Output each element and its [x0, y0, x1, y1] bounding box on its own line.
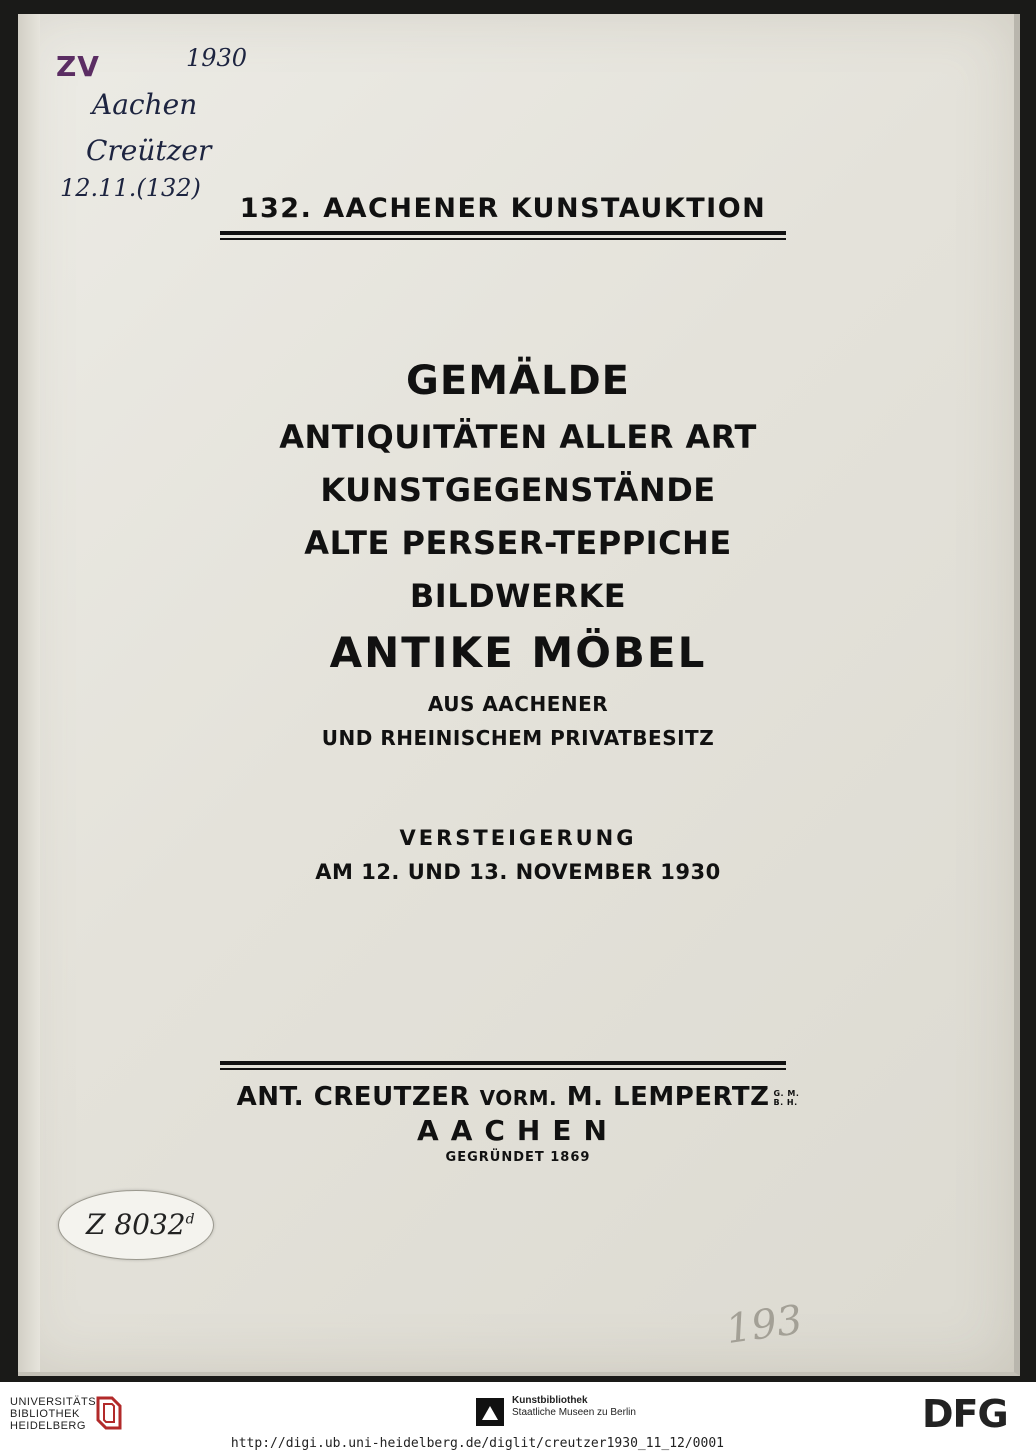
publisher-vorm: VORM. — [479, 1086, 558, 1110]
title-line-antiquitaeten: ANTIQUITÄTEN ALLER ART — [279, 418, 757, 456]
handwritten-date: 12.11.(132) — [60, 174, 201, 202]
handwritten-dealer: Creützer — [86, 134, 212, 167]
publisher-successor: M. LEMPERTZ — [566, 1082, 770, 1112]
auction-number-title: 132. AACHENER KUNSTAUKTION — [239, 193, 767, 224]
title-line-bildwerke: BILDWERKE — [409, 577, 627, 615]
kunstbibliothek-logo-icon — [476, 1398, 504, 1426]
dfg-logo: DFG — [922, 1392, 1008, 1436]
publisher-rule-thick — [220, 1061, 786, 1065]
publisher-city: AACHEN — [417, 1114, 619, 1147]
publisher-gmbh-line-2: B. H. — [773, 1097, 798, 1107]
title-rule-thin — [220, 238, 786, 240]
footer-bar — [0, 1382, 1036, 1454]
uni-heidelberg-name — [10, 1396, 100, 1432]
zv-stamp: ZV — [56, 50, 100, 83]
uni-name-line-2: BIBLIOTHEK — [10, 1408, 80, 1420]
provenance-line-2: UND RHEINISCHEM PRIVATBESITZ — [321, 726, 715, 750]
provenance-line-1: AUS AACHENER — [427, 692, 609, 716]
title-main: GEMÄLDE — [406, 358, 630, 404]
publisher-line — [0, 1082, 1036, 1112]
publisher-rule-thin — [220, 1068, 786, 1070]
source-url[interactable]: http://digi.ub.uni-heidelberg.de/diglit/creutzer1930_11_12/0001 — [230, 1436, 724, 1451]
uni-name-line-1: UNIVERSITÄTS- — [10, 1396, 101, 1408]
auction-dates: AM 12. UND 13. NOVEMBER 1930 — [315, 860, 721, 884]
shelf-label-text — [86, 1208, 195, 1241]
kb-sub: Staatliche Museen zu Berlin — [512, 1407, 636, 1418]
publisher-gmbh — [773, 1089, 799, 1107]
publisher-gmbh-line-1: G. M. — [773, 1088, 800, 1098]
uni-heidelberg-logo-icon — [94, 1394, 124, 1432]
title-emphasis: ANTIKE MÖBEL — [329, 628, 707, 677]
title-line-kunstgegenstaende: KUNSTGEGENSTÄNDE — [320, 471, 716, 509]
title-line-perser-teppiche: ALTE PERSER-TEPPICHE — [304, 524, 732, 562]
publisher-founded: GEGRÜNDET 1869 — [445, 1150, 591, 1165]
kunstbibliothek-name — [512, 1395, 636, 1419]
title-rule-thick — [220, 231, 786, 235]
uni-name-line-3: HEIDELBERG — [10, 1420, 86, 1432]
auction-label: VERSTEIGERUNG — [399, 826, 637, 850]
pencil-note: 193 — [723, 1296, 806, 1354]
handwritten-year: 1930 — [186, 44, 248, 72]
shelf-label-suffix: d — [185, 1211, 195, 1228]
kb-name: Kunstbibliothek — [512, 1395, 588, 1406]
shelf-label-number: Z 8032 — [86, 1208, 186, 1241]
handwritten-city: Aachen — [92, 88, 198, 121]
publisher-name: ANT. CREUTZER — [236, 1082, 471, 1112]
